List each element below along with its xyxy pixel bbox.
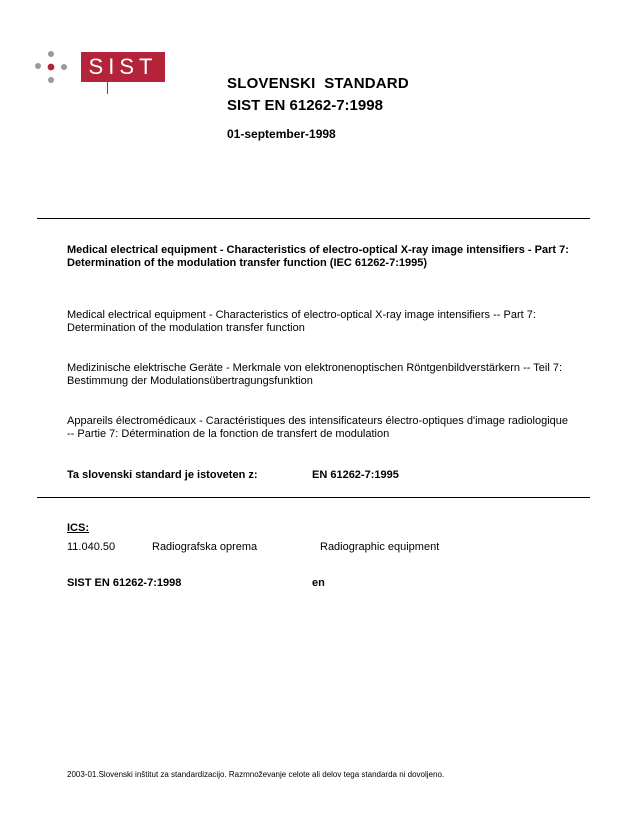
title-french: Appareils électromédicaux - Caractéristiques des intensificateurs électro-optiques d'image radiologique -- Partie 7: Détermination de la fonction de transfert de modulation [67, 415, 569, 440]
title-english: Medical electrical equipment - Characteristics of electro-optical X-ray image intensifiers -- Part 7: Determination of the modulation transfer function [67, 309, 536, 334]
standard-date: 01-september-1998 [227, 127, 336, 141]
ics-name-english: Radiographic equipment [320, 541, 440, 553]
identity-label: Ta slovenski standard je istoveten z: [67, 469, 258, 481]
ics-name-slovenian: Radiografska oprema [152, 541, 258, 553]
ics-code: 11.040.50 [67, 541, 116, 553]
copyright-footer: 2003-01.Slovenski inštitut za standardizacijo. Razmnoževanje celote ali delov tega standarda ni dovoljeno. [67, 770, 445, 779]
standard-kind: SLOVENSKI STANDARD [227, 75, 409, 92]
title-german: Medizinische elektrische Geräte - Merkmale von elektronenoptischen Röntgenbildverstärkern -- Teil 7: Bestimmung der Modulationsübertragungsfunktion [67, 362, 563, 387]
sist-logo-dots [34, 49, 76, 85]
standard-code: SIST EN 61262-7:1998 [227, 97, 383, 114]
identity-value: EN 61262-7:1995 [312, 469, 399, 481]
bottom-divider [37, 497, 590, 498]
standard-reference: SIST EN 61262-7:1998 [67, 577, 182, 589]
ics-label: ICS: [67, 522, 89, 534]
standard-language: en [312, 577, 325, 589]
logo-rule [107, 82, 108, 94]
title-main: Medical electrical equipment - Characteristics of electro-optical X-ray image intensifiers - Part 7: Determination of the modulation transfer function (IEC 61262-7:1995) [67, 244, 569, 269]
top-divider [37, 218, 590, 219]
sist-logo: SIST [81, 52, 165, 82]
